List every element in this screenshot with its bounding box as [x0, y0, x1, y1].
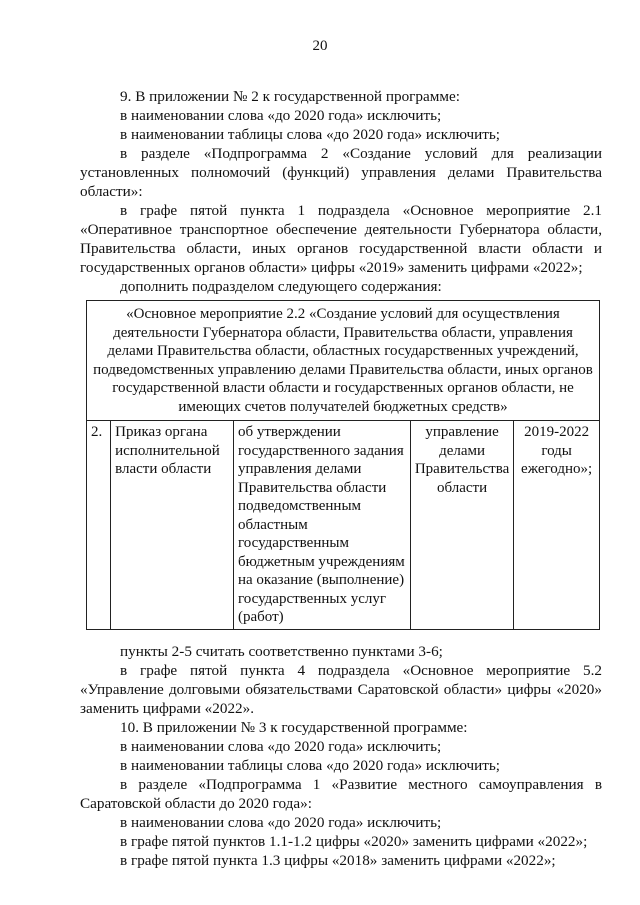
- subsection-table: [86, 300, 600, 630]
- paragraph: в разделе «Подпрограмма 2 «Создание условий для реализации установленных полномочий (функций) управления делами Правительства области»:: [80, 145, 602, 200]
- paragraph: в наименовании таблицы слова «до 2020 года» исключить;: [120, 126, 500, 143]
- page-number: 20: [312, 38, 328, 54]
- paragraph: в графе пятой пункта 1.3 цифры «2018» заменить цифрами «2022»;: [120, 852, 556, 869]
- section-9: [80, 87, 602, 296]
- document-type-cell: Приказ органа исполнительной власти области: [111, 421, 234, 630]
- paragraph: 10. В приложении № 3 к государственной программе:: [120, 719, 468, 736]
- paragraph: в наименовании слова «до 2020 года» исключить;: [120, 107, 442, 124]
- paragraph: в графе пятой пунктов 1.1-1.2 цифры «2020» заменить цифрами «2022»;: [120, 833, 588, 850]
- paragraph: в разделе «Подпрограмма 1 «Развитие местного самоуправления в Саратовской области до 2020 года»:: [80, 776, 602, 812]
- table-row: [87, 421, 600, 630]
- table-header: «Основное мероприятие 2.2 «Создание условий для осуществления деятельности Губернатора области, Правительства области, управления делами Правительства области, областных государственных учреждений, подведомственных управлению делами Правительства области, иных органов государственной власти области и государственных органов области, не имеющих счетов получателей бюджетных средств»: [87, 301, 600, 421]
- paragraph: в наименовании таблицы слова «до 2020 года» исключить;: [120, 757, 500, 774]
- after-table: [80, 642, 602, 870]
- paragraph: 9. В приложении № 2 к государственной программе:: [120, 88, 460, 105]
- period-cell: 2019-2022 годы ежегодно»;: [514, 421, 600, 630]
- subject-cell: об утверждении государственного задания управления делами Правительства области подведомственным областным государственным бюджетным учреждениям на оказание (выполнение) государственных услуг (работ): [234, 421, 411, 630]
- executor-cell: управление делами Правительства области: [410, 421, 513, 630]
- paragraph: дополнить подразделом следующего содержания:: [120, 278, 442, 295]
- paragraph: пункты 2-5 считать соответственно пунктами 3-6;: [120, 643, 443, 660]
- row-number: 2.: [87, 421, 111, 630]
- paragraph: в графе пятой пункта 4 подраздела «Основное мероприятие 5.2 «Управление долговыми обязательствами Саратовской области» цифры «2020» заменить цифрами «2022».: [80, 662, 602, 717]
- paragraph: в графе пятой пункта 1 подраздела «Основное мероприятие 2.1 «Оперативное транспортное обеспечение деятельности Губернатора области, Правительства области, иных органов государственной власти области и государственных органов области» цифры «2019» заменить цифрами «2022»;: [80, 202, 602, 276]
- paragraph: в наименовании слова «до 2020 года» исключить;: [120, 814, 442, 831]
- paragraph: в наименовании слова «до 2020 года» исключить;: [120, 738, 442, 755]
